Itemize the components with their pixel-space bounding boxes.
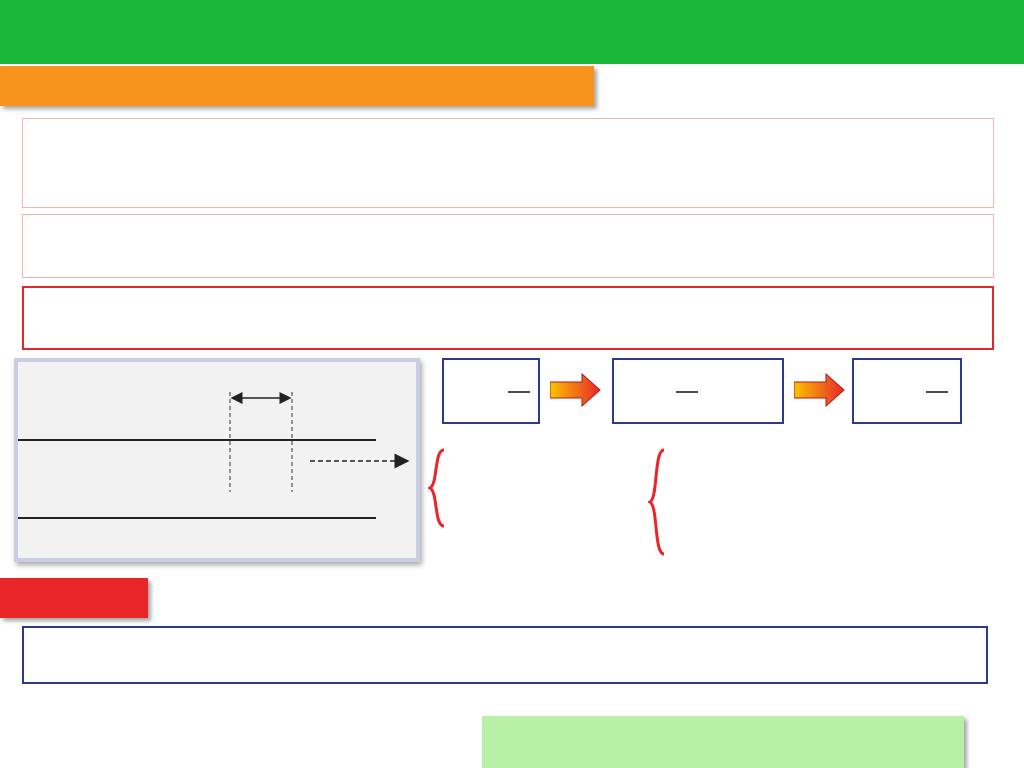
paragraph-wavelength [22, 118, 994, 208]
legend-row-t [450, 503, 453, 532]
exercise-label [0, 578, 148, 618]
legend-row-v [450, 445, 453, 474]
title-bar [0, 0, 1024, 64]
wave-diagram [14, 358, 420, 562]
equation-wavelength [852, 358, 962, 424]
legend-row-lambda [670, 476, 679, 505]
equation-wavelength-svg [854, 360, 960, 422]
note-box [482, 716, 964, 768]
answer [32, 700, 54, 720]
legend-row-T [670, 505, 679, 534]
section-subtitle [0, 66, 594, 106]
legend-row-d [450, 474, 453, 503]
wave-diagram-svg [18, 362, 416, 558]
exercise-box [22, 626, 988, 684]
legend-light [670, 447, 679, 563]
equation-velocity [442, 358, 540, 424]
equation-velocity-svg [444, 360, 538, 422]
equation-light-speed-svg [614, 360, 782, 422]
brace-right [648, 448, 668, 556]
brace-left [428, 448, 448, 528]
equation-light-speed [612, 358, 784, 424]
paragraph-speed [22, 214, 994, 278]
legend-velocity [450, 445, 453, 532]
arrow-2 [794, 372, 846, 408]
legend-row-c [670, 447, 679, 476]
paragraph-relation [22, 286, 994, 350]
arrow-1 [550, 372, 602, 408]
legend-row-f [670, 534, 679, 563]
